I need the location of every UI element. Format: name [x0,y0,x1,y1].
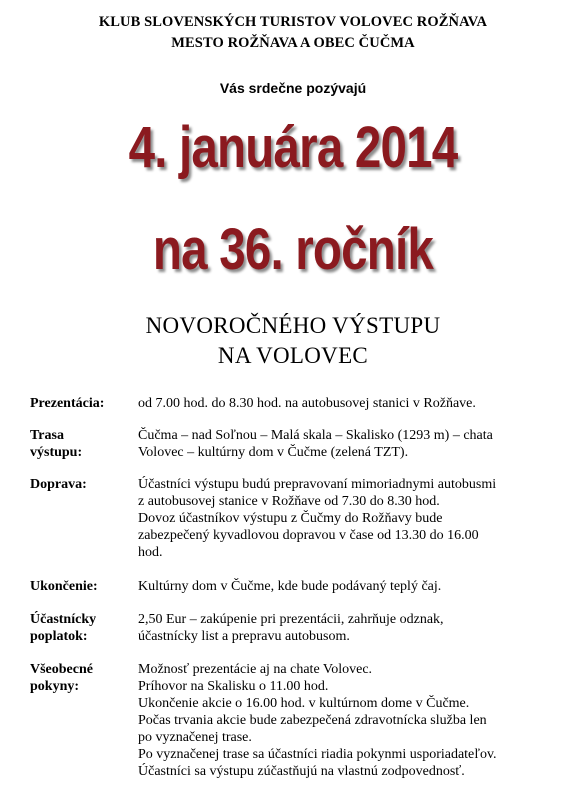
event-edition: na 36. ročník [152,217,434,282]
detail-label: Doprava: [30,477,87,492]
organizer-line-2: MESTO ROŽŇAVA A OBEC ČUČMA [171,35,415,51]
detail-label: Všeobecné pokyny: [30,662,93,694]
detail-value: Účastníci výstupu budú prepravovaní mimoriadnymi autobusmi z autobusovej stanice v Rožňave od 7.30 do 8.30 hod. Dovoz účastníkov výstupu z Čučmy do Rožňavy bude zabezpečený kyvadlovou dopravou v čase od 13.30 do 16.00 hod. [138,477,497,560]
detail-label: Ukončenie: [30,579,98,594]
event-title-line-2: NA VOLOVEC [217,343,369,368]
detail-value: Kultúrny dom v Čučme, kde bude podávaný teplý čaj. [138,579,442,594]
detail-value: od 7.00 hod. do 8.30 hod. na autobusovej stanici v Rožňave. [138,396,476,411]
invitation-text: Vás srdečne pozývajú [219,80,367,96]
event-date: 4. januára 2014 [128,115,458,180]
detail-label: Účastnícky poplatok: [30,612,97,644]
event-title-line-1: NOVOROČNÉHO VÝSTUPU [145,313,441,338]
organizer-line-1: KLUB SLOVENSKÝCH TURISTOV VOLOVEC ROŽŇAVA [98,14,488,30]
detail-value: Možnosť prezentácie aj na chate Volovec. Príhovor na Skalisku o 11.00 hod. Ukončenie akcie o 16.00 hod. v kultúrnom dome v Čučme. Počas trvania akcie bude zabezpečená zdravotnícka služba len po vyznačenej trase. Po vyznačenej trase sa účastníci riadia pokynmi usporiadateľov. Účastníci sa výstupu zúčastňujú na vlastnú zodpovednosť. [138,662,497,779]
detail-value: Čučma – nad Soľnou – Malá skala – Skalisko (1293 m) – chata Volovec – kultúrny dom v Čučme (zelená TZT). [138,428,493,460]
detail-value: 2,50 Eur – zakúpenie pri prezentácii, zahrňuje odznak, účastnícky list a prepravu autobusom. [138,612,444,644]
detail-label: Prezentácia: [30,396,105,411]
detail-label: Trasa výstupu: [30,428,83,460]
